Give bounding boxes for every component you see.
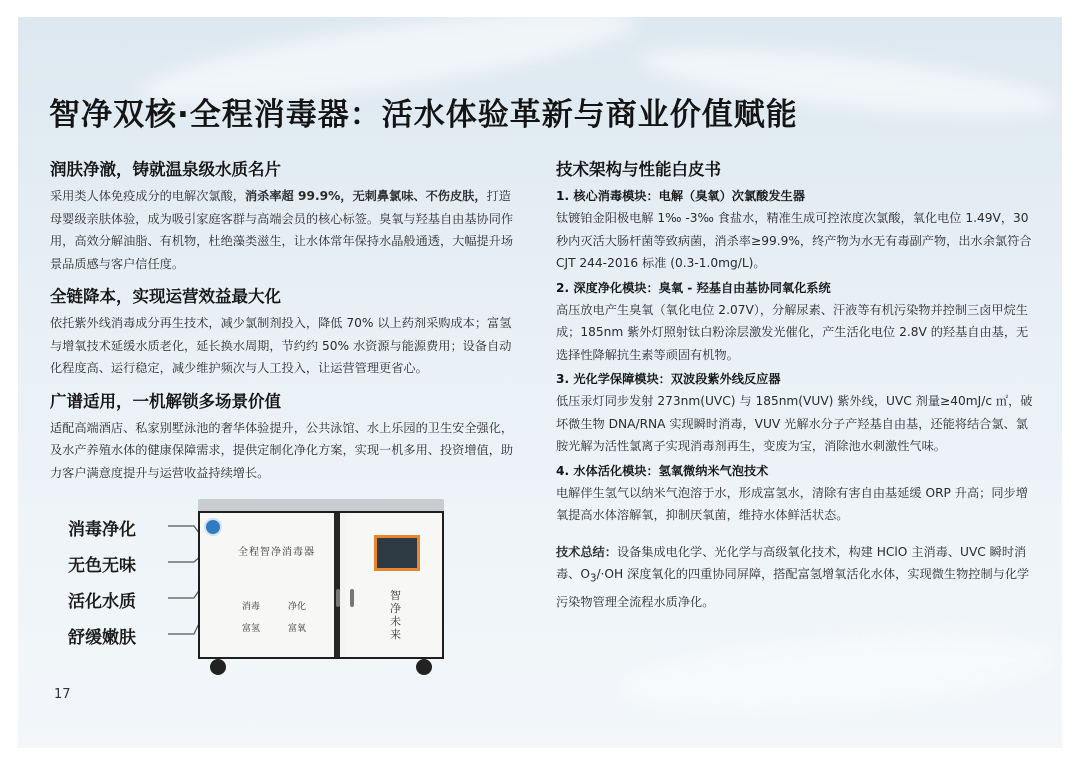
feature-label-text: 无色无味 xyxy=(68,556,136,576)
door-handle-icon xyxy=(336,589,340,607)
summary-text: 设备集成电化学、光化学与高级氧化技术，构建 HClO 主消毒、UVC 瞬时消毒、O xyxy=(556,544,1027,581)
machine-brand-text: 智净未来 xyxy=(390,589,401,641)
brand-logo-icon xyxy=(204,518,222,536)
machine-top-panel xyxy=(198,499,444,511)
module-title: 4. 水体活化模块：氢氧微纳米气泡技术 xyxy=(556,463,769,478)
module-body: 钛镀铂金阳极电解 1‰ -3‰ 食盐水，精准生成可控浓度次氯酸，氧化电位 1.49V，30 秒内灭活大肠杆菌等致病菌，消杀率≥99.9%，终产物为水无有毒副产物，出水余氯符合 CJT 244-2016 标准 (0.3-1.0mg/L)。 xyxy=(556,211,1032,270)
module-body: 电解伴生氢气以纳米气泡溶于水，形成富氢水，清除有害自由基延缓 ORP 升高；同步增氧提高水体溶解氧，抑制厌氧菌，维持水体鲜活状态。 xyxy=(556,485,1028,522)
feature-label-text: 舒缓嫩肤 xyxy=(68,628,136,648)
section-heading: 技术架构与性能白皮书 xyxy=(556,160,721,179)
page-title: 智净双核·全程消毒器：活水体验革新与商业价值赋能 xyxy=(49,97,798,133)
summary-label: 技术总结： xyxy=(556,544,617,559)
machine-label: 消毒 xyxy=(242,602,261,612)
section-heading: 广谱适用，一机解锁多场景价值 xyxy=(50,391,281,411)
feature-label-text: 活化水质 xyxy=(68,592,136,612)
left-column xyxy=(50,159,515,484)
machine-label: 富氢 xyxy=(242,624,261,634)
body-text-bold: 消杀率超 99.9%，无刺鼻氯味、不伤皮肤， xyxy=(245,189,487,203)
page-number: 17 xyxy=(54,687,71,702)
feature-label xyxy=(68,587,136,612)
body-text: 采用类人体免疫成分的电解次氯酸， xyxy=(50,189,245,203)
feature-label-text: 消毒净化 xyxy=(68,520,136,540)
summary-subscript: 3 xyxy=(589,573,597,585)
background-light-streak xyxy=(616,622,1060,723)
wheel-icon xyxy=(416,659,432,675)
section-heading: 润肤净澈，铸就温泉级水质名片 xyxy=(50,160,281,179)
disinfector-machine-image xyxy=(198,499,444,677)
machine-left-door xyxy=(200,513,340,657)
door-handle-icon xyxy=(350,589,354,607)
summary-text: /·OH 深度氧化的四重协同屏障，搭配富氢增氧活化水体，实现微生物控制与化学污染物管理全流程水质净化。 xyxy=(556,567,1030,609)
module-body: 高压放电产生臭氧（氧化电位 2.07V），分解尿素、汗液等有机污染物并控制三卤甲烷生成；185nm 紫外灯照射钛白粉涂层激发光催化，产生活化电位 2.8V 的羟基自由基，无选择性降解抗生素等顽固有机物。 xyxy=(556,302,1029,362)
page xyxy=(18,17,1062,748)
module-title: 1. 核心消毒模块：电解（臭氧）次氯酸发生器 xyxy=(556,189,805,203)
control-screen xyxy=(374,535,420,571)
tech-summary xyxy=(556,541,1039,614)
wheel-icon xyxy=(210,659,226,675)
feature-label xyxy=(68,623,136,648)
module-body: 低压汞灯同步发射 273nm(UVC) 与 185nm(VUV) 紫外线，UVC 剂量≥40mJ/c ㎡，破坏微生物 DNA/RNA 实现瞬时消毒，VUV 光解水分子产羟基自由基，还能将结合氯、氯胺光解为活性氯离子实现消毒剂再生，变废为宝，消除池水刺激性气味。 xyxy=(556,394,1033,453)
module-title: 3. 光化学保障模块：双波段紫外线反应器 xyxy=(556,372,781,386)
section-body xyxy=(50,185,515,275)
machine-panel-title: 全程智净消毒器 xyxy=(238,547,315,558)
body-text: 打造母婴级亲肤体验，成为吸引家庭客群与高端会员的核心标签。臭氧与羟基自由基协同作用，高效分解油脂、有机物，杜绝藻类滋生，让水体常年保持水晶般通透，大幅提升场景品质感与客户信任度。 xyxy=(50,189,514,271)
feature-label xyxy=(68,551,136,576)
feature-label xyxy=(68,515,136,540)
machine-label: 富氧 xyxy=(288,624,307,634)
right-column xyxy=(556,159,1039,613)
machine-label: 净化 xyxy=(288,602,307,612)
section-heading: 全链降本，实现运营效益最大化 xyxy=(50,287,281,306)
section-body: 依托紫外线消毒成分再生技术，减少氯制剂投入，降低 70% 以上药剂采购成本；富氢与增氧技术延缓水质老化，延长换水周期，节约约 50% 水资源与能源费用；设备自动化程度高、运行稳定，减少维护频次与人工投入，让运营管理更省心。 xyxy=(50,316,512,375)
module-title: 2. 深度净化模块：臭氧 - 羟基自由基协同氧化系统 xyxy=(556,280,831,295)
section-body: 适配高端酒店、私家别墅泳池的奢华体验提升，公共泳馆、水上乐园的卫生安全强化，及水产养殖水体的健康保障需求，提供定制化净化方案，实现一机多用、投资增值，助力客户满意度提升与运营收益持续增长。 xyxy=(50,420,514,480)
